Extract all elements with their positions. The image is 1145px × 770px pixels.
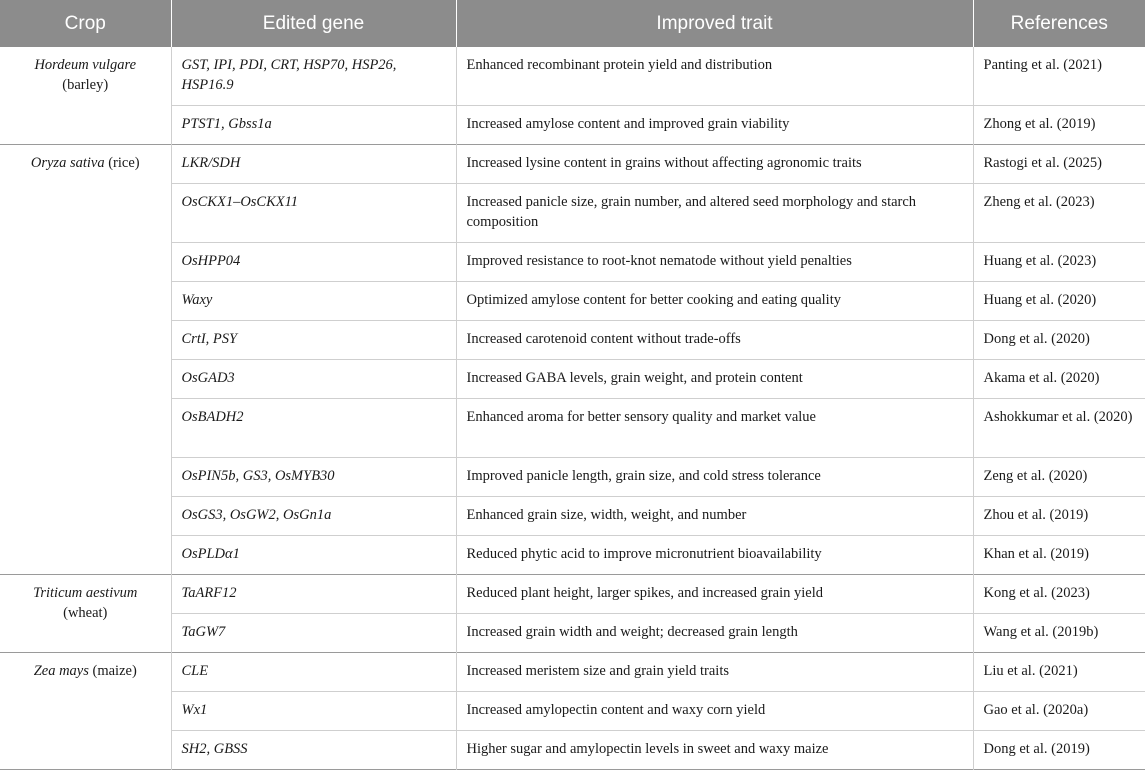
- gene-cell: TaARF12: [171, 575, 456, 614]
- crop-common-name: (maize): [88, 663, 137, 679]
- gene-cell: CrtI, PSY: [171, 321, 456, 360]
- table-row: [0, 321, 1145, 360]
- table-row: [0, 731, 1145, 770]
- reference-cell: Kong et al. (2023): [983, 585, 1090, 601]
- trait-cell: Improved panicle length, grain size, and cold stress tolerance: [456, 458, 973, 497]
- header-edited-gene: Edited gene: [171, 0, 456, 47]
- table-row: [0, 184, 1145, 243]
- gene-cell: SH2, GBSS: [171, 731, 456, 770]
- reference-cell: Huang et al. (2023): [983, 253, 1097, 269]
- gene-cell: Wx1: [171, 692, 456, 731]
- trait-cell: Enhanced grain size, width, weight, and number: [456, 497, 973, 536]
- table-row: [0, 536, 1145, 575]
- crop-scientific-name: Oryza sativa: [30, 155, 105, 171]
- crop-cell-rice: [0, 145, 171, 575]
- header-crop: Crop: [0, 0, 171, 47]
- trait-cell: Increased meristem size and grain yield traits: [456, 653, 973, 692]
- table-row: [0, 145, 1145, 184]
- trait-cell: Enhanced aroma for better sensory quality and market value: [456, 399, 973, 458]
- trait-cell: Higher sugar and amylopectin levels in sweet and waxy maize: [456, 731, 973, 770]
- crop-cell-barley: [0, 47, 171, 145]
- reference-cell: Panting et al. (2021): [983, 57, 1102, 73]
- reference-cell: Huang et al. (2020): [983, 292, 1097, 308]
- header-improved-trait: Improved trait: [456, 0, 973, 47]
- trait-cell: Increased lysine content in grains without affecting agronomic traits: [456, 145, 973, 184]
- reference-cell: Zeng et al. (2020): [983, 468, 1088, 484]
- crop-scientific-name: Hordeum vulgare: [34, 57, 137, 73]
- gene-cell: OsPLDα1: [171, 536, 456, 575]
- gene-cell: PTST1, Gbss1a: [171, 106, 456, 145]
- trait-cell: Increased amylose content and improved grain viability: [456, 106, 973, 145]
- trait-cell: Increased carotenoid content without trade-offs: [456, 321, 973, 360]
- crop-cell-wheat: [0, 575, 171, 653]
- crop-scientific-name: Triticum aestivum: [33, 585, 138, 601]
- table-row: [0, 399, 1145, 458]
- trait-cell: Reduced plant height, larger spikes, and increased grain yield: [456, 575, 973, 614]
- trait-cell: Reduced phytic acid to improve micronutrient bioavailability: [456, 536, 973, 575]
- gene-cell: OsBADH2: [171, 399, 456, 458]
- table-row: [0, 282, 1145, 321]
- reference-cell: Rastogi et al. (2025): [983, 155, 1102, 171]
- crop-scientific-name: Zea mays: [33, 663, 89, 679]
- table-row: [0, 575, 1145, 614]
- gene-cell: OsHPP04: [171, 243, 456, 282]
- trait-cell: Enhanced recombinant protein yield and distribution: [456, 47, 973, 106]
- reference-cell: Wang et al. (2019b): [983, 624, 1099, 640]
- reference-cell: Gao et al. (2020a): [983, 702, 1089, 718]
- gene-cell: Waxy: [171, 282, 456, 321]
- gene-cell: CLE: [171, 653, 456, 692]
- table-row: [0, 497, 1145, 536]
- table-row: [0, 614, 1145, 653]
- reference-cell: Akama et al. (2020): [983, 370, 1100, 386]
- gene-cell: OsGAD3: [171, 360, 456, 399]
- table-row: [0, 106, 1145, 145]
- trait-cell: Improved resistance to root-knot nematode without yield penalties: [456, 243, 973, 282]
- trait-cell: Optimized amylose content for better cooking and eating quality: [456, 282, 973, 321]
- crop-common-name: (wheat): [63, 605, 108, 621]
- table-row: [0, 47, 1145, 106]
- gene-cell: OsGS3, OsGW2, OsGn1a: [171, 497, 456, 536]
- reference-cell: Zheng et al. (2023): [983, 194, 1095, 210]
- gene-cell: TaGW7: [171, 614, 456, 653]
- table-row: [0, 243, 1145, 282]
- reference-cell: Khan et al. (2019): [983, 546, 1089, 562]
- table-row: [0, 458, 1145, 497]
- trait-cell: Increased panicle size, grain number, and altered seed morphology and starch composition: [456, 184, 973, 243]
- gene-cell: OsCKX1–OsCKX11: [171, 184, 456, 243]
- crop-cell-maize: [0, 653, 171, 770]
- reference-cell: Dong et al. (2020): [983, 331, 1090, 347]
- crop-common-name: (rice): [104, 155, 140, 171]
- table-row: [0, 360, 1145, 399]
- gene-cell: LKR/SDH: [171, 145, 456, 184]
- header-references: References: [973, 0, 1145, 47]
- trait-cell: Increased amylopectin content and waxy corn yield: [456, 692, 973, 731]
- table-row: [0, 692, 1145, 731]
- reference-cell: Liu et al. (2021): [983, 663, 1078, 679]
- trait-cell: Increased grain width and weight; decreased grain length: [456, 614, 973, 653]
- reference-cell: Zhou et al. (2019): [983, 507, 1089, 523]
- gene-cell: GST, IPI, PDI, CRT, HSP70, HSP26, HSP16.9: [171, 47, 456, 106]
- reference-cell: Dong et al. (2019): [983, 741, 1090, 757]
- table-row: [0, 653, 1145, 692]
- reference-cell: Zhong et al. (2019): [983, 116, 1096, 132]
- crop-common-name: (barley): [62, 77, 109, 93]
- trait-cell: Increased GABA levels, grain weight, and protein content: [456, 360, 973, 399]
- reference-cell: Ashokkumar et al. (2020): [983, 409, 1133, 425]
- header-row: [0, 0, 1145, 47]
- gene-cell: OsPIN5b, GS3, OsMYB30: [171, 458, 456, 497]
